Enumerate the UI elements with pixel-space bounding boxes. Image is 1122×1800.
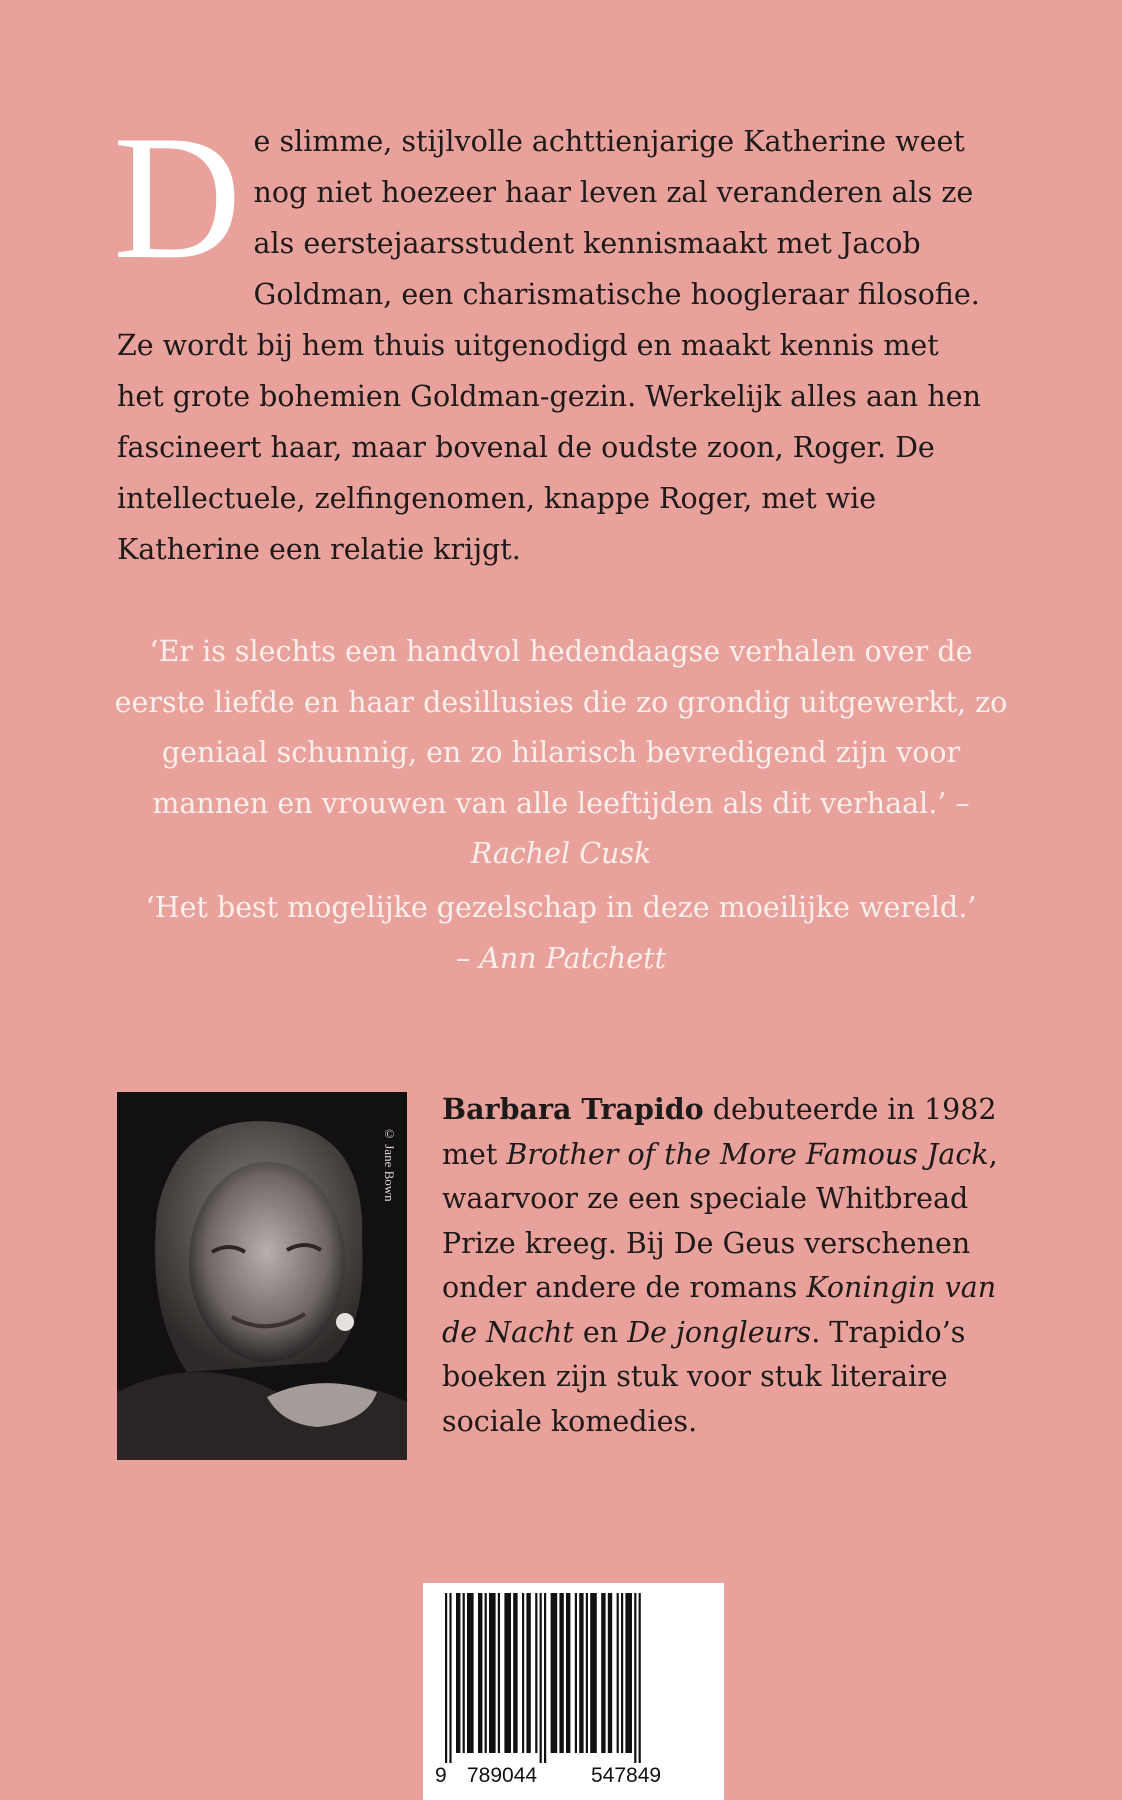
barcode-bar [621, 1593, 623, 1753]
barcode-digits-right: 547849 [591, 1764, 662, 1787]
barcode-bar [485, 1593, 487, 1753]
barcode-bar [608, 1593, 612, 1753]
barcode-guard-bar [639, 1593, 641, 1763]
author-name: Barbara Trapido [442, 1092, 704, 1126]
bio-book-1: Brother of the More Famous Jack [506, 1137, 989, 1171]
barcode-bars [423, 1583, 724, 1768]
barcode-guard-bar [445, 1593, 447, 1763]
barcode-digit-first: 9 [435, 1764, 447, 1787]
barcode-bar [504, 1593, 511, 1753]
barcode-digits-left: 789044 [467, 1764, 538, 1787]
barcode-guard-bar [634, 1593, 636, 1763]
barcode-bar [551, 1593, 558, 1753]
barcode-bar [498, 1593, 500, 1753]
bio-text-3: en [573, 1315, 628, 1349]
barcode-bar [526, 1593, 530, 1753]
barcode-bar [625, 1593, 632, 1753]
barcode-bar [513, 1593, 517, 1753]
bio-text-4: . Trapido’s boeken zijn stuk voor stuk literaire sociale komedies. [442, 1315, 966, 1438]
author-portrait-image [117, 1092, 407, 1460]
quote-patchett [100, 883, 1022, 984]
bio-book-3: De jongleurs [627, 1315, 812, 1349]
photo-credit: © Jane Bown [382, 1126, 397, 1202]
barcode-bar [489, 1593, 496, 1753]
barcode-bar [590, 1593, 597, 1753]
barcode-bar [478, 1593, 482, 1753]
barcode-bar [463, 1593, 465, 1753]
barcode-bar [601, 1593, 605, 1753]
barcode-guard-bar [540, 1593, 542, 1763]
barcode-bar [579, 1593, 583, 1753]
quote-cusk [100, 627, 1022, 880]
barcode-bar [575, 1593, 577, 1753]
barcode-bar [467, 1593, 474, 1753]
quote-patchett-author: – Ann Patchett [455, 941, 667, 975]
drop-cap: D [113, 98, 242, 296]
barcode-bar [522, 1593, 524, 1753]
author-bio [442, 1087, 1002, 1444]
barcode-bar [535, 1593, 537, 1753]
quote-cusk-text: ‘Er is slechts een handvol hedendaagse verhalen over de eerste liefde en haar desillusies die zo grondig uitgewerkt, zo geniaal schunnig, en zo hilarisch bevredigend zijn voor mannen en vrouwen van alle leeftijden als dit verhaal.’ [114, 635, 1008, 820]
author-photo [117, 1092, 407, 1460]
barcode-bar [617, 1593, 619, 1753]
quote-patchett-text: ‘Het best mogelijke gezelschap in deze moeilijke wereld.’ [145, 891, 977, 924]
barcode-digits [423, 1764, 724, 1794]
bio-text-2: , waarvoor ze een speciale Whitbread Prize kreeg. Bij De Geus verschenen onder andere de romans [442, 1137, 998, 1304]
barcode-bar [566, 1593, 570, 1753]
barcode-bar [586, 1593, 588, 1753]
isbn-barcode [423, 1583, 724, 1800]
barcode-guard-bar [544, 1593, 546, 1763]
bio-text-1: debuteerde in 1982 met [442, 1093, 997, 1171]
blurb-text: e slimme, stijlvolle achttienjarige Katherine weet nog niet hoezeer haar leven zal veranderen als ze als eerstejaarsstudent kennismaakt met Jacob Goldman, een charismatische hoogleraar filosofie. Ze wordt bij hem thuis uitgenodigd en maakt kennis met het grote bohemien Goldman-gezin. Werkelijk alles aan hen fascineert haar, maar bovenal de oudste zoon, Roger. De intellectuele, zelfingenomen, knappe Roger, met wie Katherine een relatie krijgt. [117, 125, 981, 566]
barcode-bar [559, 1593, 563, 1753]
barcode-guard-bar [449, 1593, 451, 1763]
bio-book-2: Koningin van de Nacht [442, 1271, 997, 1349]
quote-cusk-author: – Rachel Cusk [470, 786, 970, 870]
blurb-paragraph [113, 98, 987, 575]
barcode-bar [456, 1593, 460, 1753]
